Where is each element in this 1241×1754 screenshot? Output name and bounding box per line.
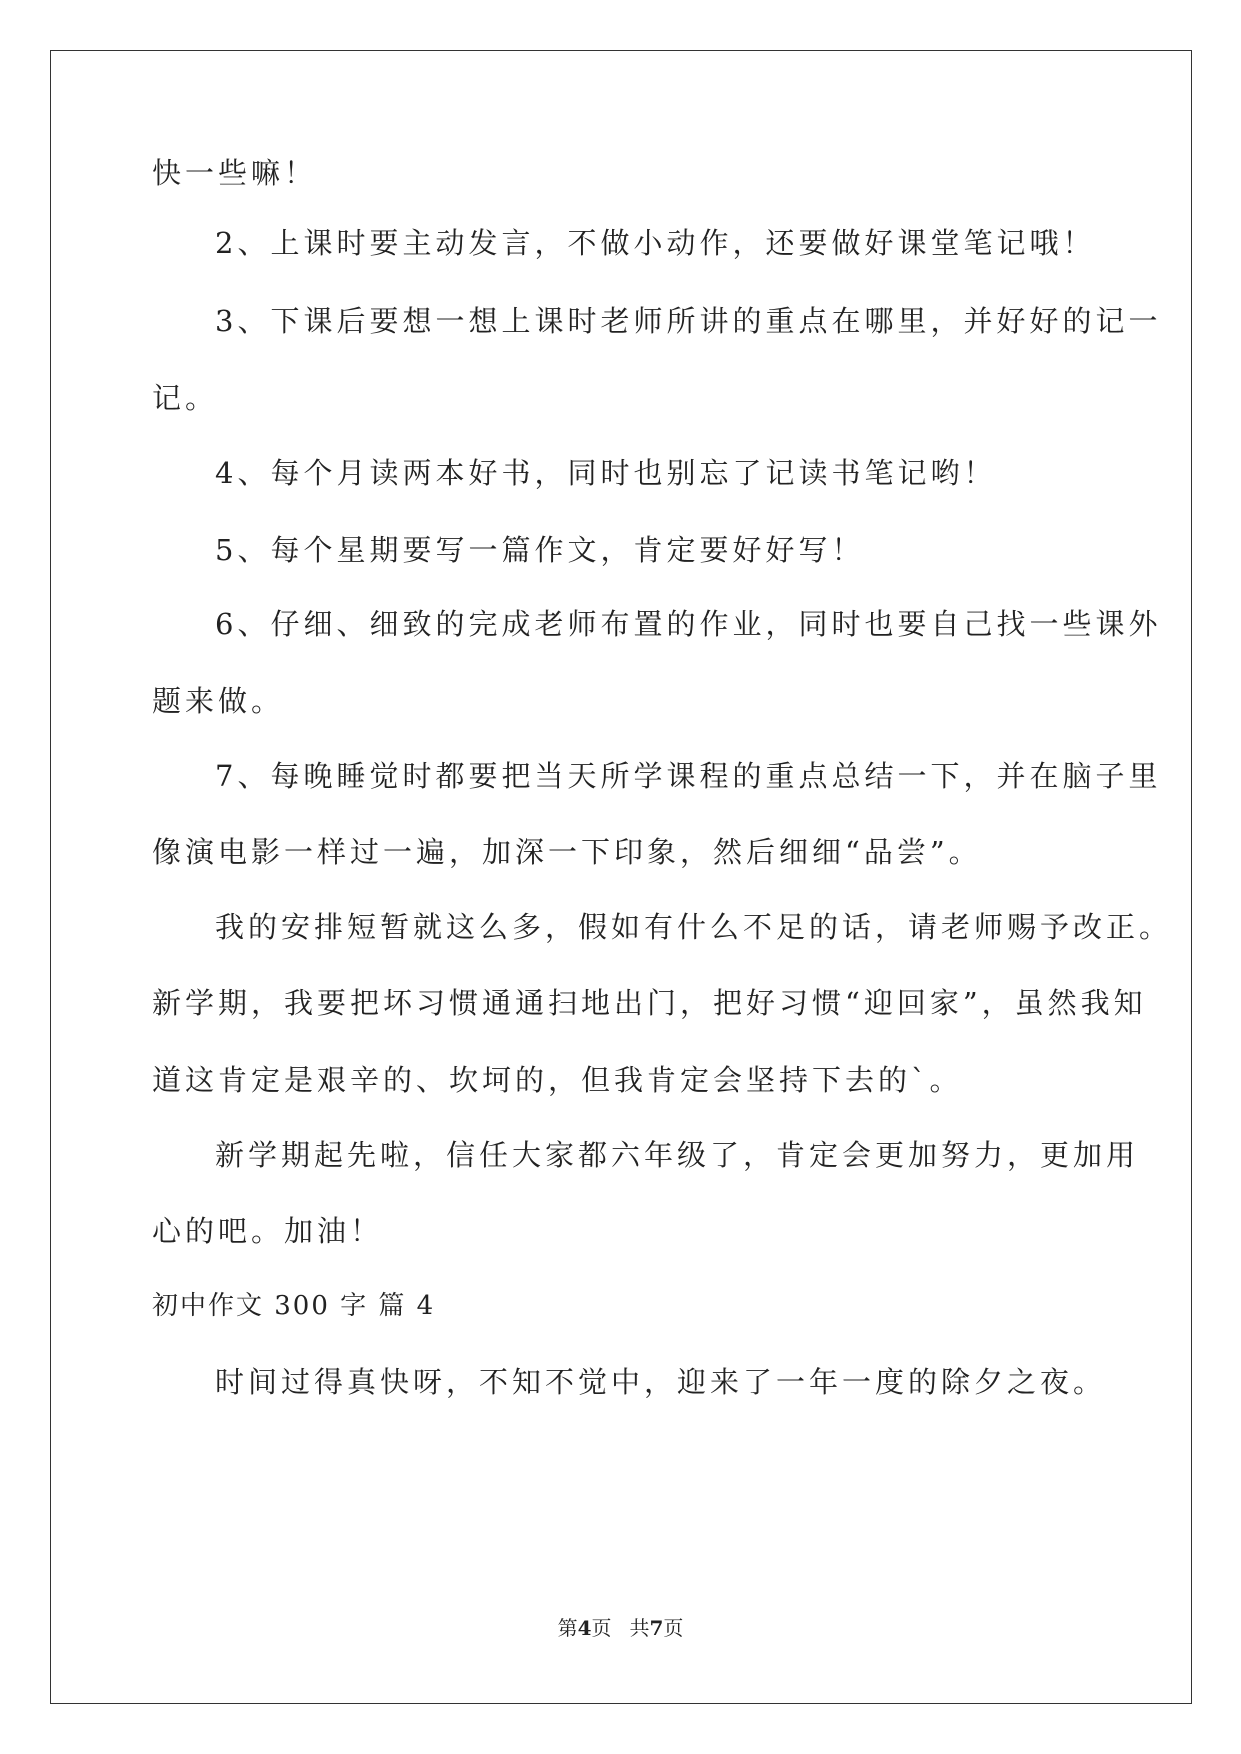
footer-page-prefix: 第	[557, 1616, 578, 1640]
footer-page-suffix: 页	[591, 1616, 612, 1640]
body-line-10: 像演电影一样过一遍，加深一下印象，然后细细“品尝”。	[152, 835, 982, 869]
footer-page-current: 4	[577, 1616, 592, 1640]
body-line-4: 记。	[152, 381, 219, 415]
body-line-14: 新学期起先啦，信任大家都六年级了，肯定会更加努力，更加用	[215, 1138, 1140, 1172]
body-line-2: 2、上课时要主动发言，不做小动作，还要做好课堂笔记哦！	[215, 226, 1096, 260]
body-line-1: 快一些嘛！	[152, 156, 318, 190]
page-border	[50, 50, 1192, 1704]
body-line-12: 新学期，我要把坏习惯通通扫地出门，把好习惯“迎回家”，虽然我知	[152, 986, 1147, 1020]
footer-total-prefix: 共	[629, 1616, 650, 1640]
body-line-13: 道这肯定是艰辛的、坎坷的，但我肯定会坚持下去的`。	[152, 1063, 963, 1097]
body-line-after-heading: 时间过得真快呀，不知不觉中，迎来了一年一度的除夕之夜。	[215, 1365, 1107, 1399]
body-line-15: 心的吧。加油！	[152, 1214, 384, 1248]
body-line-9: 7、每晚睡觉时都要把当天所学课程的重点总结一下，并在脑子里	[215, 759, 1162, 793]
body-line-8: 题来做。	[152, 684, 285, 718]
body-line-11: 我的安排短暂就这么多，假如有什么不足的话，请老师赐予改正。	[215, 910, 1173, 944]
section-heading: 初中作文 300 字 篇 4	[152, 1291, 436, 1321]
body-line-3: 3、下课后要想一想上课时老师所讲的重点在哪里，并好好的记一	[215, 304, 1162, 338]
footer-total-suffix: 页	[663, 1616, 684, 1640]
page-footer	[0, 1612, 1241, 1641]
body-line-5: 4、每个月读两本好书，同时也别忘了记读书笔记哟！	[215, 456, 997, 490]
body-line-6: 5、每个星期要写一篇作文，肯定要好好写！	[215, 533, 865, 567]
footer-page-total: 7	[649, 1616, 664, 1640]
body-line-7: 6、仔细、细致的完成老师布置的作业，同时也要自己找一些课外	[215, 607, 1162, 641]
